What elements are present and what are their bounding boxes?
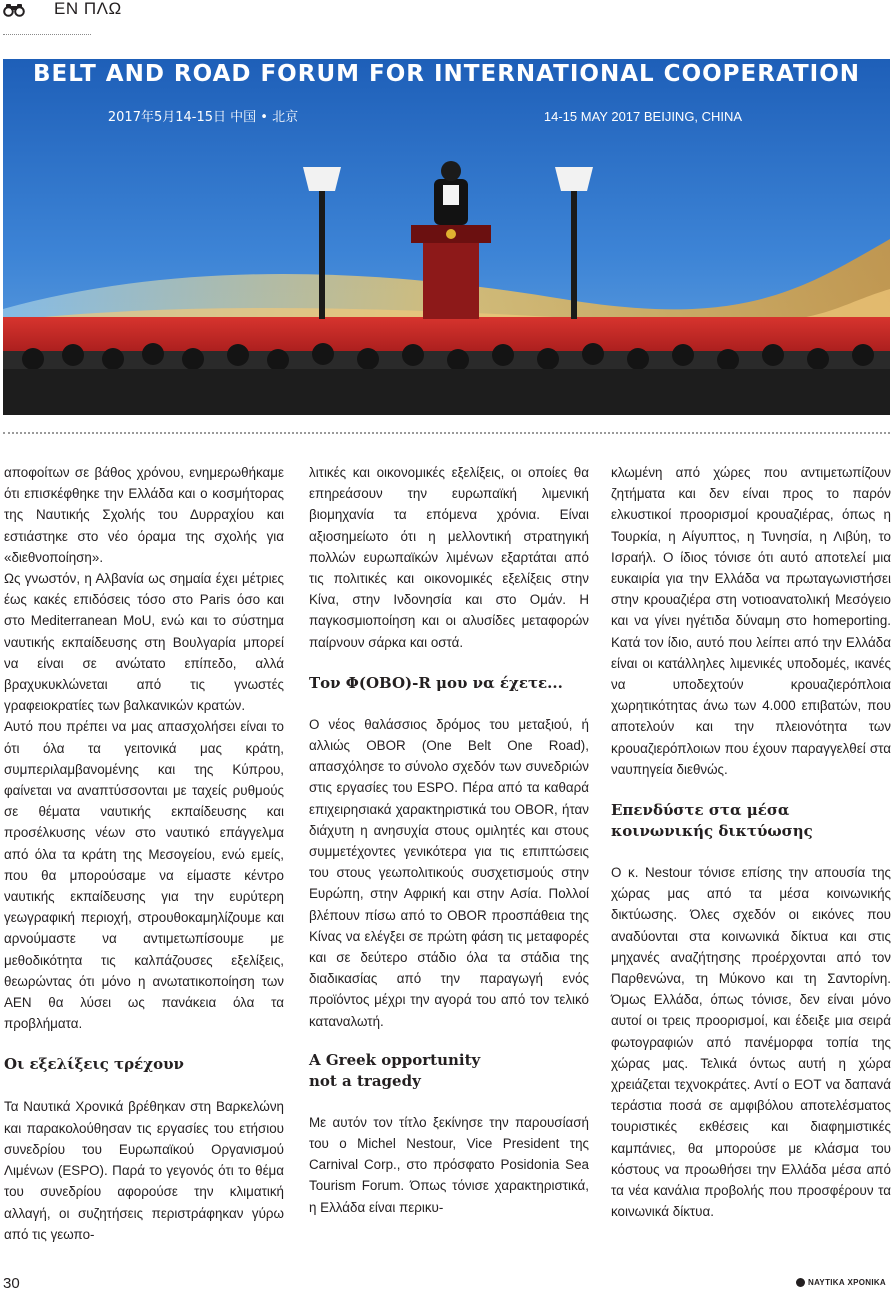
col3-paragraph-2: Ο κ. Nestour τόνισε επίσης την απουσία της χώρας μας από τα μέσα κοινωνικής δικτύωσης. Όλες σχεδόν οι εικόνες που αναδύονται στα κοινωνικά δίκτυα και στις μηχανές αναζήτησης προέρχονται από τον Παρθενώνα, τη Μύκονο και τη Σαντορίνη. Όμως Ελλάδα, όπως τόνισε, δεν είναι μόνο αυτοί οι τρεις προορισμοί, και έδειξε μια σειρά φωτογραφιών από πανέμορφα τοπία της χώρας μας. Τελικά όντως αυτή η χώρα χρειάζεται τεχνοκράτες. Αντί ο ΕΟΤ να δαπανά τεράστια ποσά σε αμφιβόλου αποτελέσματος τουριστικές εκθέσεις και διαφημιστικές καμπάνιες, θα μπορούσε με κλάσμα του κόστους να προωθήσει την Ελλάδα μέσα από τα νέα κανάλια προβολής που προσφέρουν τα κοινωνικά δίκτυα. xyxy=(611,865,891,1220)
section-title: ΕΝ ΠΛΩ xyxy=(54,0,122,18)
col1-paragraph-1: αποφοίτων σε βάθος χρόνου, ενημερωθήκαμε ότι επισκέφθηκε την Ελλάδα και ο κοσμήτορας της Ναυτικής Σχολής του Δυρραχίου και εστιάστηκε στο νέο όραμα της σχολής για «διεθνοποίηση». xyxy=(4,465,284,565)
page-number: 30 xyxy=(3,1275,20,1292)
banner-date-en: 14-15 MAY 2017 BEIJING, CHINA xyxy=(543,109,743,124)
col2-paragraph-1: λιτικές και οικονομικές εξελίξεις, οι οποίες θα επηρεάσουν την ευρωπαϊκή λιμενική βιομηχανία τα επόμενα χρόνια. Είναι αξιοσημείωτο ότι η μελλοντική στρατηγική πολλών ευρωπαϊκών λιμένων εξαρτάται από τις πολιτικές και οικονομικές εξελίξεις στην Κίνα, στην Ινδονησία και στο Ομάν. Η παγκοσμιοποίηση και οι αλυσίδες μεταφορών παίρνουν σάρκα και οστά. xyxy=(309,465,589,650)
column-2 xyxy=(309,462,589,1218)
header-divider xyxy=(3,34,91,35)
forum-photo-image xyxy=(3,59,890,415)
brand-logo xyxy=(796,1278,886,1287)
binoculars-icon xyxy=(3,3,25,17)
forum-photo xyxy=(3,59,890,415)
col3-paragraph-1: κλωμένη από χώρες που αντιμετωπίζουν ζητήματα και δεν είναι προς το παρόν ελκυστικοί προορισμοί κρουαζιέρας, όπως η Τουρκία, η Αίγυπτος, η Τυνησία, η Λιβύη, το Ισραήλ. Ο ίδιος τόνισε ότι αυτό αποτελεί μια ευκαιρία για την Ελλάδα να πρωταγωνιστήσει στην κρουαζιέρα στη νοτιοανατολική Μεσόγειο και να γίνει ηγέτιδα δύναμη στο homeporting. Κατά τον ίδιο, αυτό που λείπει από την Ελλάδα είναι οι κατάλληλες λιμενικές υποδομές, ικανές να υποδεχτούν κρουαζιερόπλοια χωρητικότητας άνω των 4.000 επιβατών, που αποτελούν και την πλειονότητα των κρουαζιερόπλοιων που έχουν παραγγελθεί στα ναυπηγεία διεθνώς. xyxy=(611,465,891,777)
banner-title: BELT AND ROAD FORUM FOR INTERNATIONAL COOPERATION xyxy=(32,61,861,87)
col2-heading-2-line-2: not a tragedy xyxy=(309,1071,421,1090)
col1-paragraph-2: Ως γνωστόν, η Αλβανία ως σημαία έχει μέτριες έως κακές επιδόσεις τόσο στο Paris όσο και στο Mediterranean MoU, ενώ και το σύστημα ναυτικής εκπαίδευσης στη Βουλγαρία μπορεί να είναι σε ανώτατο επίπεδο, αλλά βραχυκυκλώνεται από τις γνωστές γραφειοκρατίες των βαλκανικών κρατών. xyxy=(4,571,284,714)
page-header xyxy=(0,0,892,30)
photo-divider xyxy=(3,432,890,434)
col1-paragraph-3: Αυτό που πρέπει να μας απασχολήσει είναι το ότι όλα τα γειτονικά μας κράτη, συμπεριλαμβανομένης και της Κύπρου, φαίνεται να αναπτύσσονται με ταχείς ρυθμούς σε θέματα ναυτικής εκπαίδευσης και προσέλκυσης νέων στο ναυτικό επάγγελμα από όλα τα κράτη της Μεσογείου, ενώ εμείς, που θα μπορούσαμε να είμαστε κέντρο ναυτικής εκπαίδευσης για την ευρύτερη γεωγραφική περιοχή, στρουθοκαμηλίζουμε και αρνούμαστε να αντιμετωπίσουμε με μεθοδικότητα τις καλπάζουσες εξελίξεις, θεωρώντας ότι μόνο η ανωτατικοποίηση των ΑΕΝ θα λύσει ως πανάκεια όλα τα προβλήματα. xyxy=(4,719,284,1032)
col2-paragraph-3: Με αυτόν τον τίτλο ξεκίνησε την παρουσίασή του ο Michel Nestour, Vice President της Carnival Corp., στο πρόσφατο Posidonia Sea Tourism Forum. Όπως τόνισε χαρακτηριστικά, η Ελλάδα είναι περικυ- xyxy=(309,1114,589,1215)
col3-heading-line-1: Επενδύστε στα μέσα xyxy=(611,801,790,820)
brand-name: ΝΑΥΤΙΚΑ ΧΡΟΝΙΚΑ xyxy=(808,1278,886,1287)
brand-logo-icon xyxy=(796,1278,805,1287)
col3-heading-line-2: κοινωνικής δικτύωσης xyxy=(611,822,813,841)
col2-paragraph-2: Ο νέος θαλάσσιος δρόμος του μεταξιού, ή αλλιώς OBOR (One Belt One Road), απασχόλησε το σύνολο σχεδόν των συνεδριών στις εργασίες του ESPO. Πέρα από τα καθαρά επιχειρησιακά χαρακτηριστικά του OBOR, ήταν διάχυτη η ανησυχία στους ομιλητές και στους συμμετέχοντες γενικότερα για τις επιπτώσεις του στους γεωπολιτικούς συσχετισμούς στην Ευρώπη, στην Αφρική και στην Ασία. Πολλοί βλέπουν πίσω από το OBOR προσπάθεια της Κίνας να ελέγξει σε πρώτη φάση τις μεταφορές και σε δεύτερο στάδιο όλα τα στάδια της διαδικασίας από την παραγωγή ενός προϊόντος μέχρι την αγορά του από τον τελικό καταναλωτή. xyxy=(309,716,589,1029)
column-3 xyxy=(611,462,891,1223)
column-1 xyxy=(4,462,284,1245)
col1-paragraph-4: Τα Ναυτικά Χρονικά βρέθηκαν στη Βαρκελώνη και παρακολούθησαν τις εργασίες του ετήσιου συνεδρίου του Ευρωπαϊκού Οργανισμού Λιμένων (ESPO). Παρά το γεγονός ότι το θέμα του συνεδρίου αφορούσε την κλιματική αλλαγή, οι συζητήσεις περιστράφηκαν γύρω από τις γεωπο- xyxy=(4,1099,284,1242)
col2-heading-1: Τον Φ(OBO)-R μου να έχετε... xyxy=(309,673,563,692)
col2-heading-2-line-1: A Greek opportunity xyxy=(309,1050,481,1069)
banner-date-cn: 2017年5月14-15日 中国 • 北京 xyxy=(107,110,299,125)
col1-heading: Οι εξελίξεις τρέχουν xyxy=(4,1055,184,1074)
